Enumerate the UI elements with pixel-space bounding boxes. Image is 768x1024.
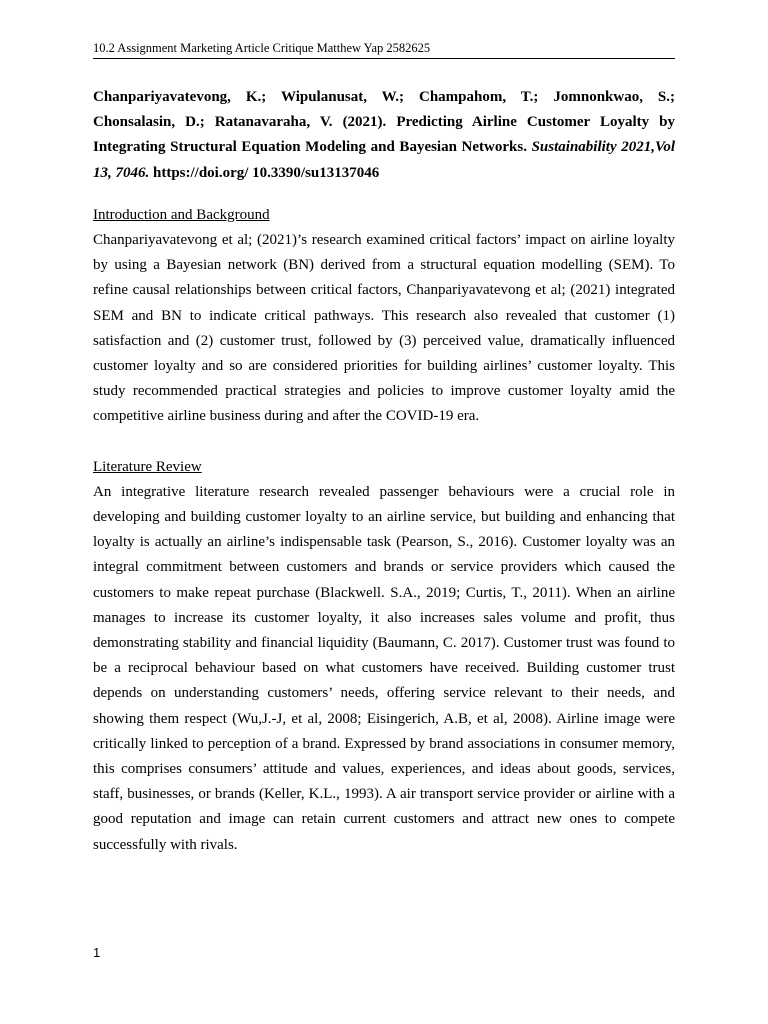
document-body [93, 85, 675, 858]
citation-authors-title: Chanpariyavatevong, K.; Wipulanusat, W.; Champahom, T.; Jomnonkwao, S.; Chonsalasin, D.; Ratanavaraha, V. (2021). Predicting Airline Customer Loyalty by Integrating Structural Equation Modeling and Bayesian Networks. [93, 89, 675, 156]
section-heading-text: Literature Review [93, 458, 202, 475]
spacer [93, 186, 675, 203]
citation-doi: https://doi.org/ 10.3390/su13137046 [153, 164, 380, 181]
section-heading-introduction [93, 203, 675, 228]
citation [93, 85, 675, 186]
page-number: 1 [93, 945, 101, 960]
section-heading-text: Introduction and Background [93, 206, 270, 223]
spacer [93, 430, 675, 455]
page-header: 10.2 Assignment Marketing Article Critique Matthew Yap 2582625 [93, 41, 675, 59]
section-body-literature-review: An integrative literature research revealed passenger behaviours were a crucial role in developing and building customer loyalty to an airline service, but building and enhancing that loyalty is actually an airline’s indispensable task (Pearson, S., 2016). Customer loyalty was an integral commitment between customers and brands or service providers which caused the customers to make repeat purchase (Blackwell. S.A., 2019; Curtis, T., 2011). When an airline manages to increase its customer loyalty, it also increases sales volume and profit, thus demonstrating stability and financial liquidity (Baumann, C. 2017). Customer trust was found to be a reciprocal behaviour based on what customers have received. Building customer trust depends on understanding customers’ needs, offering service relevant to their needs, and showing them respect (Wu,J.-J, et al, 2008; Eisingerich, A.B, et al, 2008). Airline image were critically linked to perception of a brand. Expressed by brand associations in consumer memory, this comprises consumers’ attitude and values, experiences, and ideas about goods, services, staff, businesses, or brands (Keller, K.L., 1993). A air transport service provider or airline with a good reputation and image can retain current customers and attract new ones to compete successfully with rivals. [93, 483, 675, 853]
citation-journal: Sustainability 2021,Vol 13, 7046. [93, 139, 675, 181]
section-heading-literature-review [93, 455, 675, 480]
section-body-introduction: Chanpariyavatevong et al; (2021)’s research examined critical factors’ impact on airline loyalty by using a Bayesian network (BN) derived from a structural equation modelling (SEM). To refine causal relationships between critical factors, Chanpariyavatevong et al; (2021) integrated SEM and BN to indicate critical pathways. This research also revealed that customer (1) satisfaction and (2) customer trust, followed by (3) perceived value, dramatically influenced customer loyalty and so are considered priorities for building airlines’ customer loyalty. This study recommended practical strategies and policies to improve customer loyalty amid the competitive airline business during and after the COVID-19 era. [93, 232, 675, 425]
